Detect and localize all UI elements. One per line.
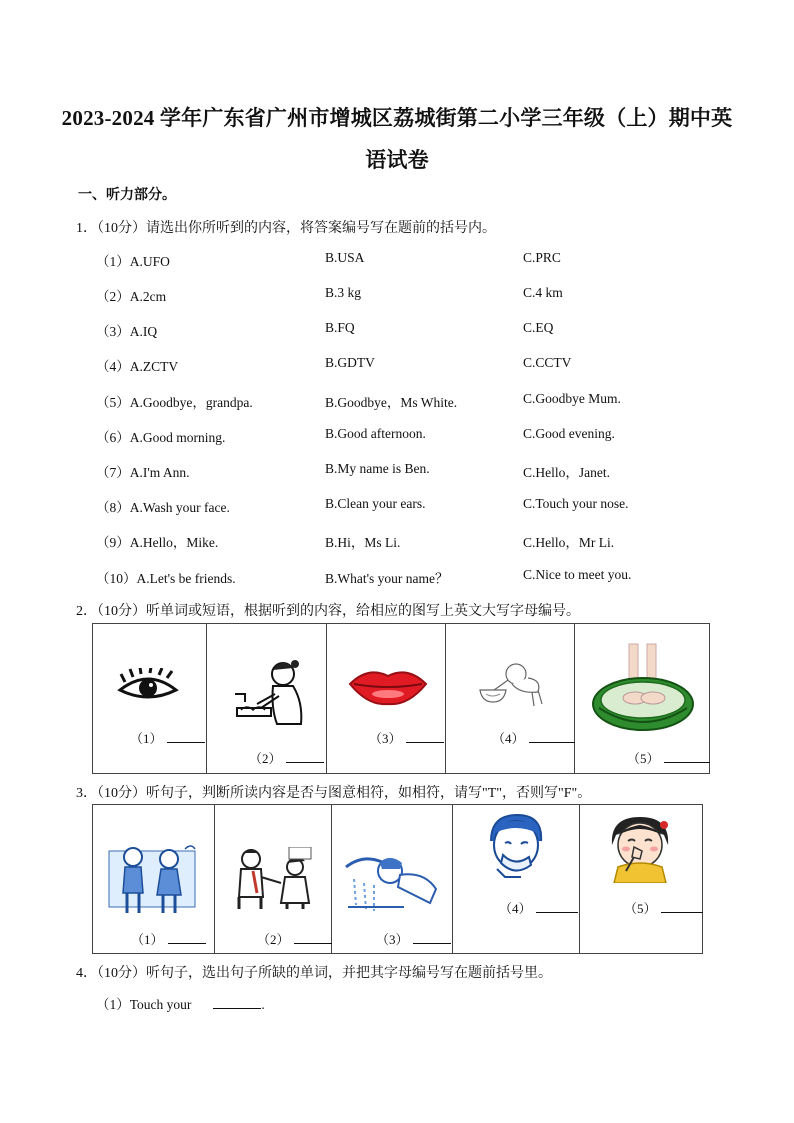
boy-wiping-face-icon	[481, 811, 551, 881]
q1-item-4-option-b: B.GDTV	[325, 355, 375, 370]
q1-item-5-option-b: B.Goodbye，Ms White.	[325, 395, 458, 410]
man-and-girl-greeting-icon	[229, 847, 319, 911]
question-2-stem: 2．（10分）听单词或短语，根据听到的内容，给相应的图写上英文大写字母编号。	[76, 604, 580, 619]
q3-label-1: （1）	[131, 929, 206, 948]
question-4-item-1: （1）Touch your .	[96, 997, 265, 1012]
question-3-picture-table	[92, 804, 703, 954]
q1-item-6-option-a: （6）A.Good morning.	[96, 430, 226, 445]
q3-cell-4	[453, 805, 580, 954]
q1-item-3-option-a: （3）A.IQ	[96, 324, 158, 339]
q1-item-4-option-c: C.CCTV	[523, 355, 572, 370]
q3-cell-5	[580, 805, 703, 954]
q1-item-10-option-c: C.Nice to meet you.	[523, 567, 632, 582]
q1-item-6-option-b: B.Good afternoon.	[325, 426, 426, 441]
q2-label-3: （3）	[369, 728, 444, 747]
q2-label-2: （2）	[249, 748, 324, 767]
q2-label-1: （1）	[130, 728, 205, 747]
q3-label-5: （5）	[624, 898, 703, 917]
q2-cell-1	[93, 624, 207, 774]
q1-item-4-option-a: （4）A.ZCTV	[96, 359, 179, 374]
q3-cell-3	[332, 805, 453, 954]
lips-icon	[348, 666, 428, 706]
q1-item-3-option-c: C.EQ	[523, 320, 554, 335]
q2-label-5: （5）	[627, 748, 710, 767]
girl-washing-hands-icon	[227, 658, 311, 734]
q2-cell-5	[575, 624, 710, 774]
washing-face-icon	[476, 660, 546, 710]
q1-item-1-option-b: B.USA	[325, 250, 365, 265]
exam-title-line2: 语试卷	[365, 148, 429, 172]
two-kids-greeting-icon	[107, 841, 199, 917]
exam-title-line1: 2023-2024 学年广东省广州市增城区荔城街第二小学三年级（上）期中英	[61, 106, 733, 130]
boy-washing-hair-icon	[344, 845, 442, 915]
q1-item-6-option-c: C.Good evening.	[523, 426, 615, 441]
q3-label-2: （2）	[257, 929, 332, 948]
q1-item-3-option-b: B.FQ	[325, 320, 355, 335]
section-heading-listening: 一、听力部分。	[78, 188, 176, 203]
q2-label-4: （4）	[492, 728, 575, 747]
q1-item-9-option-b: B.Hi，Ms Li.	[325, 535, 401, 550]
q2-cell-4	[446, 624, 575, 774]
q1-item-2-option-b: B.3 kg	[325, 285, 362, 300]
q1-item-1-option-c: C.PRC	[523, 250, 561, 265]
q3-label-4: （4）	[499, 898, 578, 917]
q1-item-9-option-a: （9）A.Hello，Mike.	[96, 535, 219, 550]
q2-cell-2	[207, 624, 327, 774]
q1-item-5-option-a: （5）A.Goodbye，grandpa.	[96, 395, 253, 410]
question-3-stem: 3．（10分）听句子，判断所读内容是否与图意相符，如相符，请写"T"，否则写"F"。	[76, 786, 592, 801]
q1-item-1-option-a: （1）A.UFO	[96, 254, 170, 269]
q1-item-2-option-c: C.4 km	[523, 285, 563, 300]
q1-item-7-option-a: （7）A.I'm Ann.	[96, 465, 190, 480]
question-4-stem: 4．（10分）听句子，选出句子所缺的单词，并把其字母编号写在题前括号里。	[76, 966, 552, 981]
q1-item-10-option-b: B.What's your name？	[325, 571, 449, 586]
question-2-picture-table	[92, 623, 710, 774]
q1-item-8-option-a: （8）A.Wash your face.	[96, 500, 230, 515]
q1-item-2-option-a: （2）A.2cm	[96, 289, 167, 304]
q3-cell-2	[215, 805, 332, 954]
q1-item-8-option-c: C.Touch your nose.	[523, 496, 629, 511]
q1-item-5-option-c: C.Goodbye Mum.	[523, 391, 621, 406]
q1-item-9-option-c: C.Hello，Mr Li.	[523, 535, 615, 550]
q3-cell-1	[93, 805, 215, 954]
feet-in-basin-icon	[591, 642, 695, 740]
q2-cell-3	[327, 624, 446, 774]
question-1-stem: 1．（10分）请选出你所听到的内容，将答案编号写在题前的括号内。	[76, 221, 496, 236]
q1-item-7-option-c: C.Hello，Janet.	[523, 465, 610, 480]
q3-label-3: （3）	[376, 929, 451, 948]
q1-item-8-option-b: B.Clean your ears.	[325, 496, 426, 511]
girl-touching-nose-icon	[604, 811, 676, 883]
q1-item-7-option-b: B.My name is Ben.	[325, 461, 430, 476]
eye-icon	[117, 668, 179, 704]
q1-item-10-option-a: （10）A.Let's be friends.	[96, 571, 236, 586]
